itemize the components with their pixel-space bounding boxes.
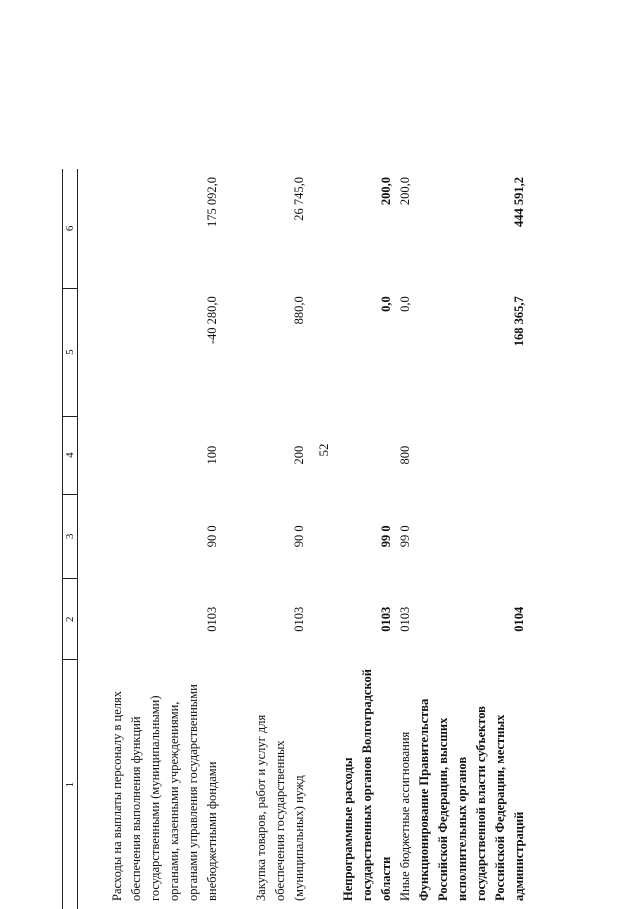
row-name: Расходы на выплаты персоналу в целях обеспечения выполнения функций государственными (муниципальными) органами, казенными учреждениями, органами управления государственными внебюджетными фондами [110, 684, 219, 901]
column-number-row [63, 169, 78, 909]
target-code: 99 0 [398, 525, 412, 548]
section-code: 0103 [379, 606, 393, 632]
row-name: Закупка товаров, работ и услуг для обеспечения государственных (муниципальных) нужд [254, 714, 306, 901]
page-number: 52 [316, 443, 331, 457]
total-amount: 200,0 [379, 177, 393, 206]
table-row [108, 169, 222, 909]
total-amount: 175 092,0 [205, 177, 219, 227]
target-code: 90 0 [292, 525, 306, 548]
table-row [252, 169, 309, 909]
target-code: 90 0 [205, 525, 219, 548]
target-code: 99 0 [379, 525, 393, 548]
column-header: 6 [63, 169, 78, 288]
table-row [339, 169, 396, 909]
section-code: 0104 [512, 606, 526, 632]
change-amount: 168 365,7 [512, 296, 526, 347]
total-amount: 200,0 [398, 177, 412, 206]
change-amount: 0,0 [398, 296, 412, 312]
expense-type [415, 416, 529, 494]
table-row [415, 169, 529, 909]
column-header: 2 [63, 579, 78, 660]
column-header: 1 [63, 660, 78, 909]
expense-type [339, 416, 396, 494]
section-code: 0103 [205, 606, 219, 632]
section-code: 0103 [292, 606, 306, 632]
row-name: Иные бюджетные ассигнования [398, 731, 412, 901]
row-name: Непрограммные расходы государственных органов Волгоградской области [341, 669, 393, 901]
change-amount: 0,0 [379, 296, 393, 312]
expense-type: 800 [398, 445, 412, 465]
change-amount: 880,0 [292, 296, 306, 325]
expense-type: 100 [205, 445, 219, 465]
total-amount: 444 591,2 [512, 177, 526, 227]
rotated-table-sheet [62, 69, 622, 909]
total-amount: 26 745,0 [292, 177, 306, 221]
column-header: 4 [63, 416, 78, 494]
expense-type: 200 [292, 445, 306, 465]
budget-table [62, 169, 529, 909]
change-amount: -40 280,0 [205, 296, 219, 345]
section-code: 0103 [398, 606, 412, 632]
row-name: Функционирование Правительства Российской Федерации, высших исполнительных органов государственной власти субъектов Российской Федерации, местных администраций [417, 698, 526, 901]
table-row [396, 169, 415, 909]
column-header: 5 [63, 288, 78, 416]
target-code [415, 494, 529, 579]
column-header: 3 [63, 494, 78, 579]
